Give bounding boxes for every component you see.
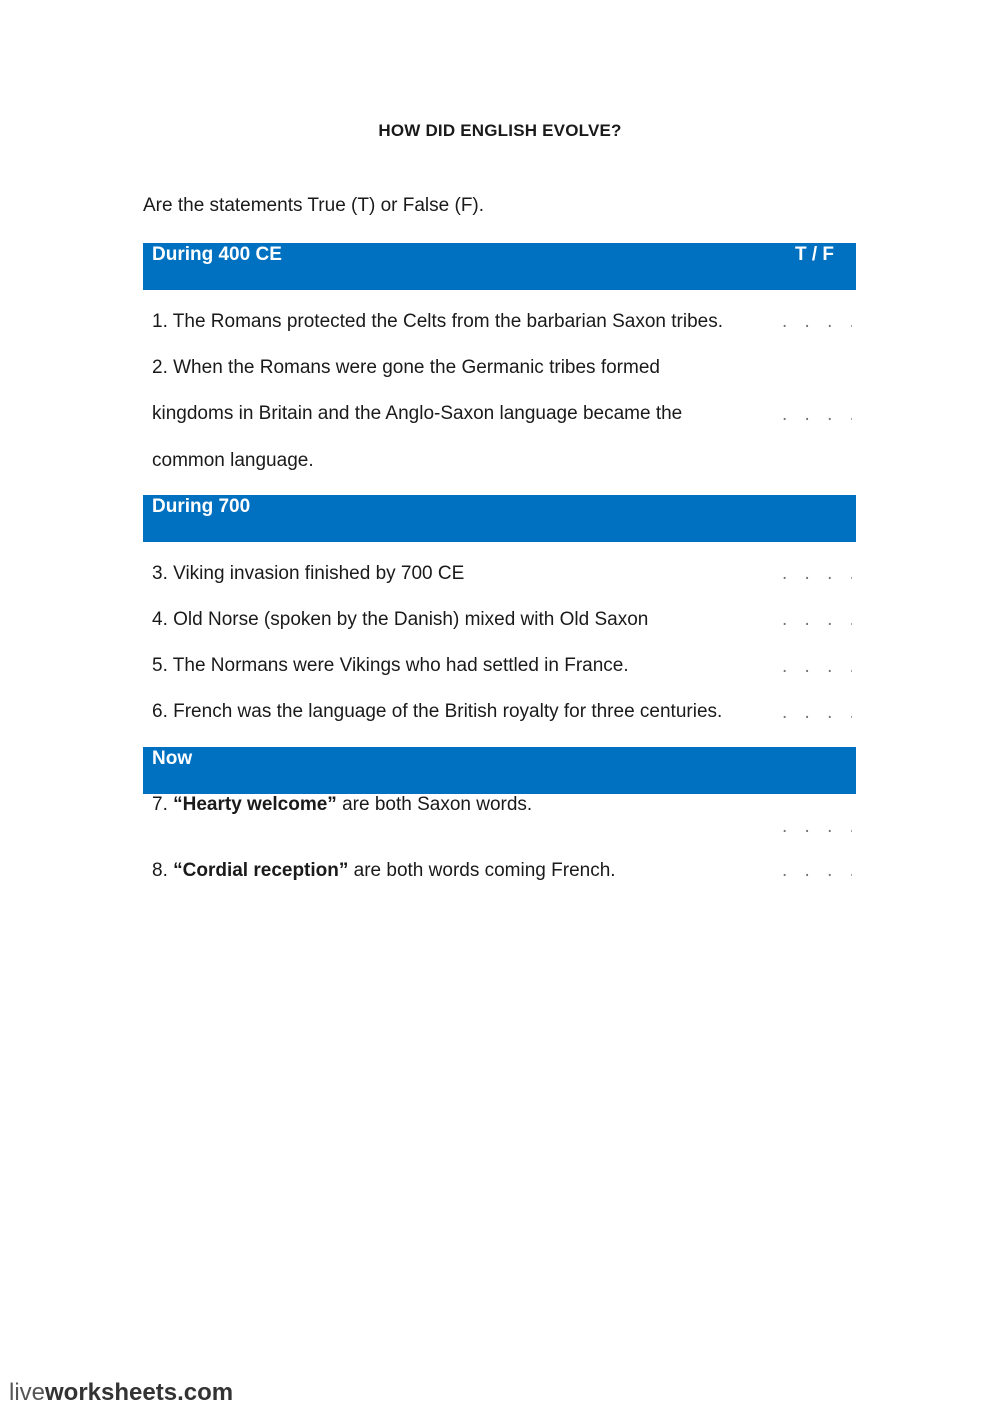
section-header-now xyxy=(143,747,856,794)
statement-2-line-1: 2. When the Romans were gone the Germanic tribes formed xyxy=(152,357,660,378)
answer-1-input[interactable] xyxy=(782,311,852,333)
section-heading: During 400 CE xyxy=(152,244,282,265)
answer-8-input[interactable] xyxy=(782,860,852,882)
statement-rest: are both Saxon words. xyxy=(336,794,533,815)
section-header-700 xyxy=(143,495,856,542)
true-false-column-label: T / F xyxy=(794,244,834,265)
answer-4-input[interactable] xyxy=(782,609,852,631)
statement-2-line-2: kingdoms in Britain and the Anglo-Saxon language became the xyxy=(152,403,683,424)
answer-2-field[interactable] xyxy=(782,404,852,426)
answer-7-field[interactable] xyxy=(782,816,852,838)
answer-1-field[interactable] xyxy=(782,311,852,333)
statement-6-text: 6. French was the language of the British royalty for three centuries. xyxy=(152,701,723,722)
answer-3-input[interactable] xyxy=(782,563,852,585)
instructions-text: Are the statements True (T) or False (F). xyxy=(143,195,485,216)
answer-6-field[interactable] xyxy=(782,702,852,724)
statement-2-line-3: common language. xyxy=(152,450,314,471)
logo-light-text: live xyxy=(9,1379,46,1406)
statement-8-text xyxy=(152,860,616,882)
answer-3-field[interactable] xyxy=(782,563,852,585)
liveworksheets-logo xyxy=(9,1379,233,1407)
answer-8-field[interactable] xyxy=(782,860,852,882)
logo-bold-text: worksheets.com xyxy=(45,1379,234,1406)
statement-4-text: 4. Old Norse (spoken by the Danish) mixed with Old Saxon xyxy=(152,609,649,630)
answer-6-input[interactable] xyxy=(782,702,852,724)
statement-key-phrase: “Cordial reception” xyxy=(173,860,349,881)
statement-1-text: 1. The Romans protected the Celts from the barbarian Saxon tribes. xyxy=(152,311,724,332)
answer-5-input[interactable] xyxy=(782,656,852,678)
statement-rest: are both words coming French. xyxy=(348,860,616,881)
statement-5-text: 5. The Normans were Vikings who had settled in France. xyxy=(152,655,629,676)
answer-4-field[interactable] xyxy=(782,609,852,631)
statement-7-text xyxy=(152,794,532,816)
statement-number: 8. xyxy=(152,860,174,881)
answer-2-input[interactable] xyxy=(782,404,852,426)
section-header-400ce xyxy=(143,243,856,290)
section-heading: Now xyxy=(152,748,193,769)
statement-3-text: 3. Viking invasion finished by 700 CE xyxy=(152,563,465,584)
answer-5-field[interactable] xyxy=(782,656,852,678)
statement-key-phrase: “Hearty welcome” xyxy=(173,794,337,815)
worksheet-title: HOW DID ENGLISH EVOLVE? xyxy=(378,121,622,140)
statement-number: 7. xyxy=(152,794,174,815)
answer-7-input[interactable] xyxy=(782,816,852,838)
section-heading: During 700 xyxy=(152,496,251,517)
